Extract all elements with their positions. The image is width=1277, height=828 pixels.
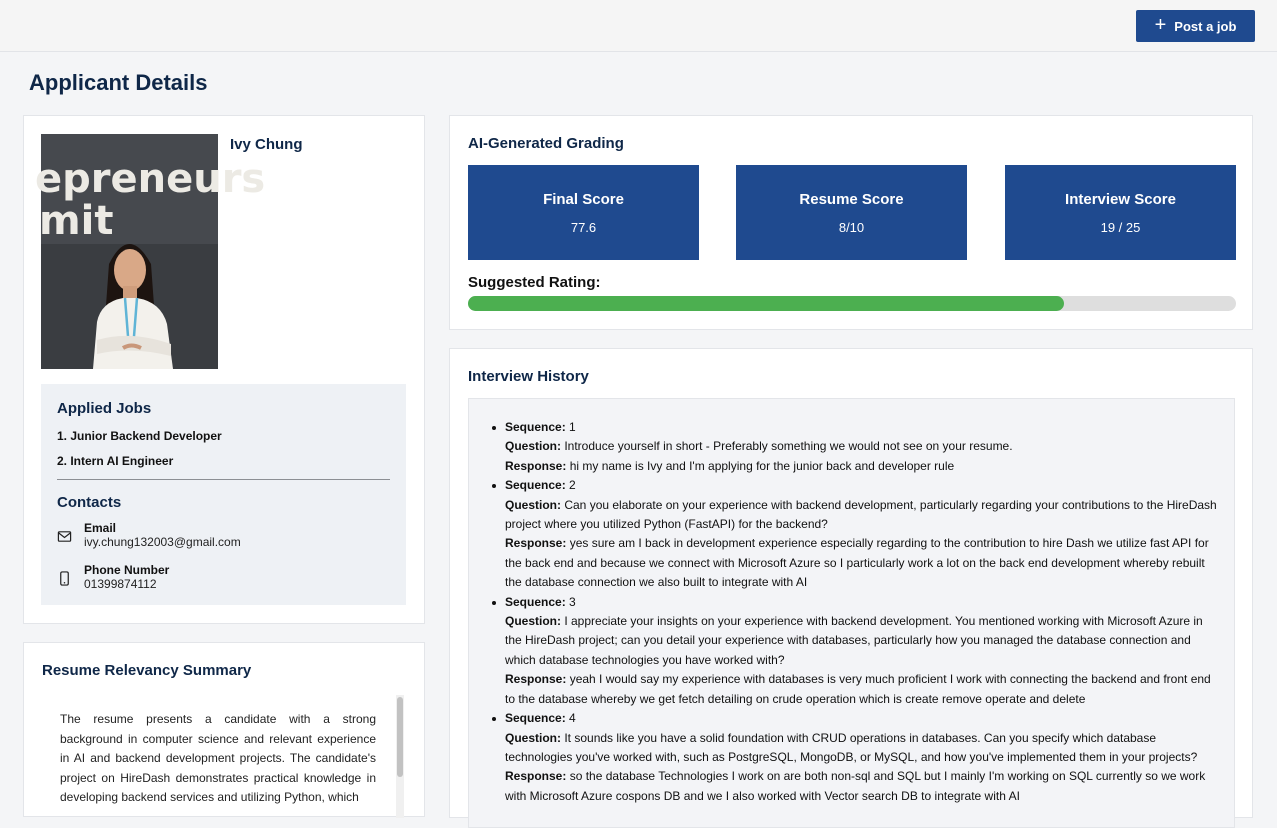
question-text: Can you elaborate on your experience with backend development, particularly regarding your contributions to the HireDash project where you utilized Python (FastAPI) for the backend? bbox=[505, 497, 1217, 532]
scrollbar-thumb[interactable] bbox=[397, 697, 403, 777]
sequence-number: 1 bbox=[569, 420, 576, 434]
sequence-number: 4 bbox=[569, 711, 576, 726]
resume-summary-text: The resume presents a candidate with a strong background in computer science and relevant experience in AI and backend development projects. The candidate's project on HireDash demonstrates practical knowledge in developing backend services and utilizing Python, which bbox=[60, 712, 376, 804]
response-line bbox=[487, 534, 1222, 592]
question-key: Question: bbox=[505, 730, 561, 745]
sequence-number: 2 bbox=[569, 478, 576, 493]
response-text: so the database Technologies I work on are both non-sql and SQL but I mainly I'm working on SQL currently so we work with Microsoft Azure cospons DB and we I also worked with Vector search DB to integrate with AI bbox=[505, 769, 1206, 803]
response-line bbox=[487, 457, 1222, 476]
applied-job-item[interactable]: 2. Intern AI Engineer bbox=[57, 454, 174, 468]
phone-contact bbox=[57, 563, 390, 591]
divider bbox=[57, 479, 390, 480]
interview-score-tile bbox=[1005, 165, 1236, 260]
response-key: Response: bbox=[505, 458, 567, 473]
resume-summary-card bbox=[23, 642, 425, 817]
phone-label: Phone Number bbox=[84, 563, 170, 577]
response-text: yes sure am I back in development experience especially regarding to the contribution to hire Dash we utilize fast API for the back end and because we connect with Microsoft Azure so I particularly work a lot on the back end development whereby rebuilt the database connection we also built to integrate with AI bbox=[505, 536, 1209, 590]
response-key: Response: bbox=[505, 536, 567, 551]
final-score-label: Final Score bbox=[543, 191, 624, 208]
question-text: I appreciate your insights on your experience with backend development. You mentioned working with Microsoft Azure in the HireDash project; can you detail your experience with databases, particularly how you managed the database connection and which database technologies you have worked with? bbox=[505, 614, 1203, 667]
phone-icon bbox=[57, 571, 72, 586]
applicant-photo bbox=[35, 134, 266, 369]
phone-value[interactable]: 01399874112 bbox=[84, 577, 157, 591]
interview-history-list[interactable] bbox=[468, 398, 1235, 828]
email-contact bbox=[57, 521, 390, 549]
profile-card bbox=[23, 115, 425, 624]
history-item bbox=[487, 593, 1234, 709]
post-job-button[interactable] bbox=[1136, 10, 1255, 42]
question-text: Introduce yourself in short - Preferably something we would not see on your resume. bbox=[564, 439, 1013, 454]
applied-job-item[interactable]: 1. Junior Backend Developer bbox=[57, 429, 222, 443]
svg-text:epreneurs: epreneurs bbox=[35, 156, 266, 202]
applied-jobs-heading: Applied Jobs bbox=[57, 400, 152, 417]
history-item bbox=[487, 418, 1234, 476]
plus-icon: + bbox=[1154, 14, 1167, 36]
svg-text:mit: mit bbox=[39, 198, 114, 244]
sequence-line bbox=[487, 418, 1234, 437]
sequence-key: Sequence: bbox=[505, 420, 566, 434]
sequence-key: Sequence: bbox=[505, 594, 566, 609]
grading-card bbox=[449, 115, 1253, 330]
rating-progress-track bbox=[468, 296, 1236, 311]
contacts-heading: Contacts bbox=[57, 494, 122, 511]
resume-score-tile bbox=[736, 165, 967, 260]
response-key: Response: bbox=[505, 769, 567, 784]
page-title: Applicant Details bbox=[29, 70, 208, 95]
final-score-tile bbox=[468, 165, 699, 260]
response-text: yeah I would say my experience with databases is very much proficient I work with connecting the backend and front end to the database whereby we get fetch detailing on crude operation which is create remove operate and delete bbox=[505, 672, 1211, 706]
history-item bbox=[487, 476, 1234, 592]
post-job-label: Post a job bbox=[1174, 18, 1237, 34]
sequence-key: Sequence: bbox=[505, 711, 566, 726]
response-text: hi my name is Ivy and I'm applying for the junior back and developer rule bbox=[569, 458, 955, 473]
suggested-rating-label: Suggested Rating: bbox=[468, 274, 601, 291]
resume-scrollbar[interactable] bbox=[396, 695, 404, 818]
applicant-info-panel bbox=[41, 384, 406, 605]
mail-icon bbox=[57, 529, 72, 544]
interview-history-title: Interview History bbox=[468, 368, 589, 385]
question-line bbox=[487, 496, 1222, 535]
resume-score-value: 8/10 bbox=[838, 220, 865, 235]
response-line bbox=[487, 767, 1222, 806]
sequence-key: Sequence: bbox=[505, 478, 566, 493]
question-line bbox=[487, 612, 1222, 670]
question-line bbox=[487, 437, 1222, 456]
response-line bbox=[487, 670, 1222, 709]
final-score-value: 77.6 bbox=[570, 220, 597, 235]
interview-score-value: 19 / 25 bbox=[1100, 220, 1141, 235]
rating-progress-fill bbox=[468, 296, 1064, 311]
sequence-line bbox=[487, 709, 1234, 728]
sequence-number: 3 bbox=[569, 594, 576, 609]
response-key: Response: bbox=[505, 672, 567, 687]
interview-score-label: Interview Score bbox=[1065, 191, 1176, 208]
question-key: Question: bbox=[505, 439, 561, 454]
sequence-line bbox=[487, 593, 1234, 612]
sequence-line bbox=[487, 476, 1234, 495]
question-key: Question: bbox=[505, 614, 561, 629]
top-bar bbox=[0, 0, 1277, 52]
email-value[interactable]: ivy.chung132003@gmail.com bbox=[84, 535, 241, 549]
resume-score-label: Resume Score bbox=[799, 191, 904, 208]
question-key: Question: bbox=[505, 497, 561, 512]
question-line bbox=[487, 729, 1222, 768]
applicant-name: Ivy Chung bbox=[230, 136, 303, 153]
history-item bbox=[487, 709, 1234, 806]
interview-history-card bbox=[449, 348, 1253, 818]
email-label: Email bbox=[84, 521, 117, 535]
resume-summary-title: Resume Relevancy Summary bbox=[42, 662, 252, 679]
grading-title: AI-Generated Grading bbox=[468, 135, 624, 152]
question-text: It sounds like you have a solid foundation with CRUD operations in databases. Can you specify which database technologies you've worked with, such as PostgreSQL, MongoDB, or MySQL, and how you've implemented them in your projects? bbox=[505, 730, 1198, 764]
